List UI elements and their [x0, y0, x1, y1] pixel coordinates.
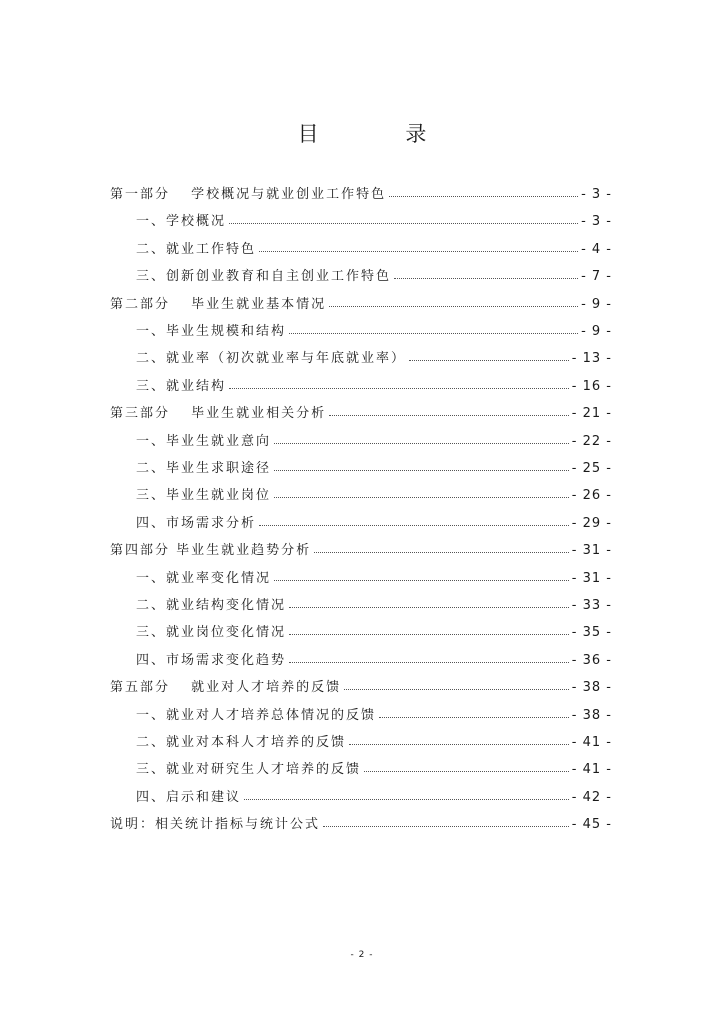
- toc-entry-label: 第四部分 毕业生就业趋势分析: [110, 543, 312, 559]
- toc-entry-page-number: - 16 -: [571, 378, 612, 394]
- toc-dot-leader: [323, 826, 569, 827]
- toc-entry-page-number: - 25 -: [571, 461, 612, 476]
- toc-section-entry: [110, 397, 612, 421]
- toc-entry-page-number: - 22 -: [571, 433, 612, 449]
- toc-entry-label: 四、市场需求分析: [136, 515, 257, 531]
- toc-subsection-entry: [136, 644, 612, 668]
- toc-subsection-entry: [136, 315, 612, 339]
- toc-subsection-entry: [136, 425, 612, 449]
- toc-entry-page-number: - 9 -: [581, 296, 612, 312]
- toc-entry-label: 二、就业工作特色: [136, 241, 257, 257]
- toc-entry-label: 一、毕业生规模和结构: [136, 324, 287, 339]
- toc-subsection-entry: [136, 233, 612, 257]
- toc-entry-label: 三、就业结构: [136, 378, 227, 394]
- toc-entry-page-number: - 36 -: [571, 652, 612, 668]
- toc-subsection-entry: [136, 562, 612, 586]
- toc-entry-label: 二、就业率（初次就业率与年底就业率）: [136, 351, 407, 367]
- toc-entry-label: 第五部分 就业对人才培养的反馈: [110, 680, 342, 696]
- toc-entry-label: 一、就业率变化情况: [136, 570, 272, 586]
- toc-entry-label: 二、毕业生求职途径: [136, 461, 272, 476]
- toc-entry-page-number: - 3 -: [581, 214, 612, 230]
- toc-dot-leader: [229, 223, 578, 224]
- toc-entry-page-number: - 7 -: [581, 269, 612, 285]
- toc-entry-label: 三、创新创业教育和自主创业工作特色: [136, 269, 392, 285]
- toc-dot-leader: [259, 251, 578, 252]
- toc-dot-leader: [379, 717, 569, 718]
- toc-entry-label: 第二部分 毕业生就业基本情况: [110, 296, 327, 312]
- toc-entry-page-number: - 4 -: [581, 241, 612, 257]
- toc-entry-label: 三、毕业生就业岗位: [136, 488, 272, 504]
- toc-entry-label: 第一部分 学校概况与就业创业工作特色: [110, 187, 387, 202]
- toc-entry-page-number: - 33 -: [571, 598, 612, 613]
- toc-entry-page-number: - 29 -: [571, 515, 612, 531]
- toc-entry-page-number: - 26 -: [571, 488, 612, 504]
- toc-dot-leader: [329, 415, 569, 416]
- toc-entry-page-number: - 41 -: [571, 762, 612, 778]
- toc-subsection-entry: [136, 479, 612, 503]
- toc-entry-page-number: - 35 -: [571, 625, 612, 641]
- toc-dot-leader: [389, 196, 578, 197]
- toc-entry-label: 第三部分 毕业生就业相关分析: [110, 406, 327, 422]
- toc-subsection-entry: [136, 205, 612, 229]
- toc-subsection-entry: [136, 726, 612, 750]
- toc-dot-leader: [314, 552, 569, 553]
- toc-subsection-entry: [136, 616, 612, 640]
- toc-entry-page-number: - 21 -: [571, 406, 612, 422]
- toc-section-entry: [110, 178, 612, 202]
- toc-subsection-entry: [136, 589, 612, 613]
- toc-dot-leader: [274, 443, 569, 444]
- toc-section-entry: [110, 534, 612, 558]
- toc-entry-label: 一、就业对人才培养总体情况的反馈: [136, 707, 377, 723]
- toc-entry-page-number: - 9 -: [581, 324, 612, 339]
- toc-subsection-entry: [136, 507, 612, 531]
- toc-entry-label: 四、启示和建议: [136, 789, 242, 805]
- toc-entry-label: 一、学校概况: [136, 214, 227, 230]
- toc-subsection-entry: [136, 370, 612, 394]
- page-footer-number: - 2 -: [350, 950, 374, 960]
- toc-entry-page-number: - 13 -: [571, 351, 612, 367]
- toc-title: 目 录: [297, 122, 467, 146]
- toc-entry-page-number: - 41 -: [571, 735, 612, 750]
- toc-subsection-entry: [136, 452, 612, 476]
- toc-dot-leader: [259, 525, 569, 526]
- toc-subsection-entry: [136, 781, 612, 805]
- toc-entry-page-number: - 38 -: [571, 680, 612, 696]
- toc-dot-leader: [274, 580, 569, 581]
- toc-entry-page-number: - 42 -: [571, 789, 612, 805]
- toc-dot-leader: [289, 333, 578, 334]
- toc-section-entry: [110, 288, 612, 312]
- toc-entry-label: 说明：相关统计指标与统计公式: [110, 817, 321, 833]
- toc-dot-leader: [229, 388, 569, 389]
- toc-dot-leader: [289, 607, 569, 608]
- toc-subsection-entry: [136, 260, 612, 284]
- toc-entry-label: 二、就业对本科人才培养的反馈: [136, 735, 347, 750]
- toc-dot-leader: [349, 744, 569, 745]
- toc-section-entry: [110, 671, 612, 695]
- toc-entry-page-number: - 38 -: [571, 707, 612, 723]
- toc-dot-leader: [289, 634, 569, 635]
- toc-section-entry: [110, 808, 612, 832]
- toc-dot-leader: [274, 470, 569, 471]
- toc-dot-leader: [289, 662, 569, 663]
- toc-entry-label: 四、市场需求变化趋势: [136, 652, 287, 668]
- toc-dot-leader: [344, 689, 569, 690]
- toc-dot-leader: [409, 360, 569, 361]
- toc-dot-leader: [274, 497, 569, 498]
- toc-entry-page-number: - 3 -: [581, 187, 612, 202]
- toc-dot-leader: [244, 799, 569, 800]
- toc-dot-leader: [364, 771, 569, 772]
- toc-entry-label: 三、就业对研究生人才培养的反馈: [136, 762, 362, 778]
- toc-subsection-entry: [136, 699, 612, 723]
- toc-entry-label: 一、毕业生就业意向: [136, 433, 272, 449]
- toc-entry-label: 三、就业岗位变化情况: [136, 625, 287, 641]
- toc-dot-leader: [394, 278, 578, 279]
- toc-entry-label: 二、就业结构变化情况: [136, 598, 287, 613]
- toc-entry-page-number: - 31 -: [571, 570, 612, 586]
- toc-subsection-entry: [136, 342, 612, 366]
- toc-entry-page-number: - 45 -: [571, 817, 612, 833]
- toc-subsection-entry: [136, 753, 612, 777]
- toc-entry-page-number: - 31 -: [571, 543, 612, 559]
- toc-dot-leader: [329, 306, 578, 307]
